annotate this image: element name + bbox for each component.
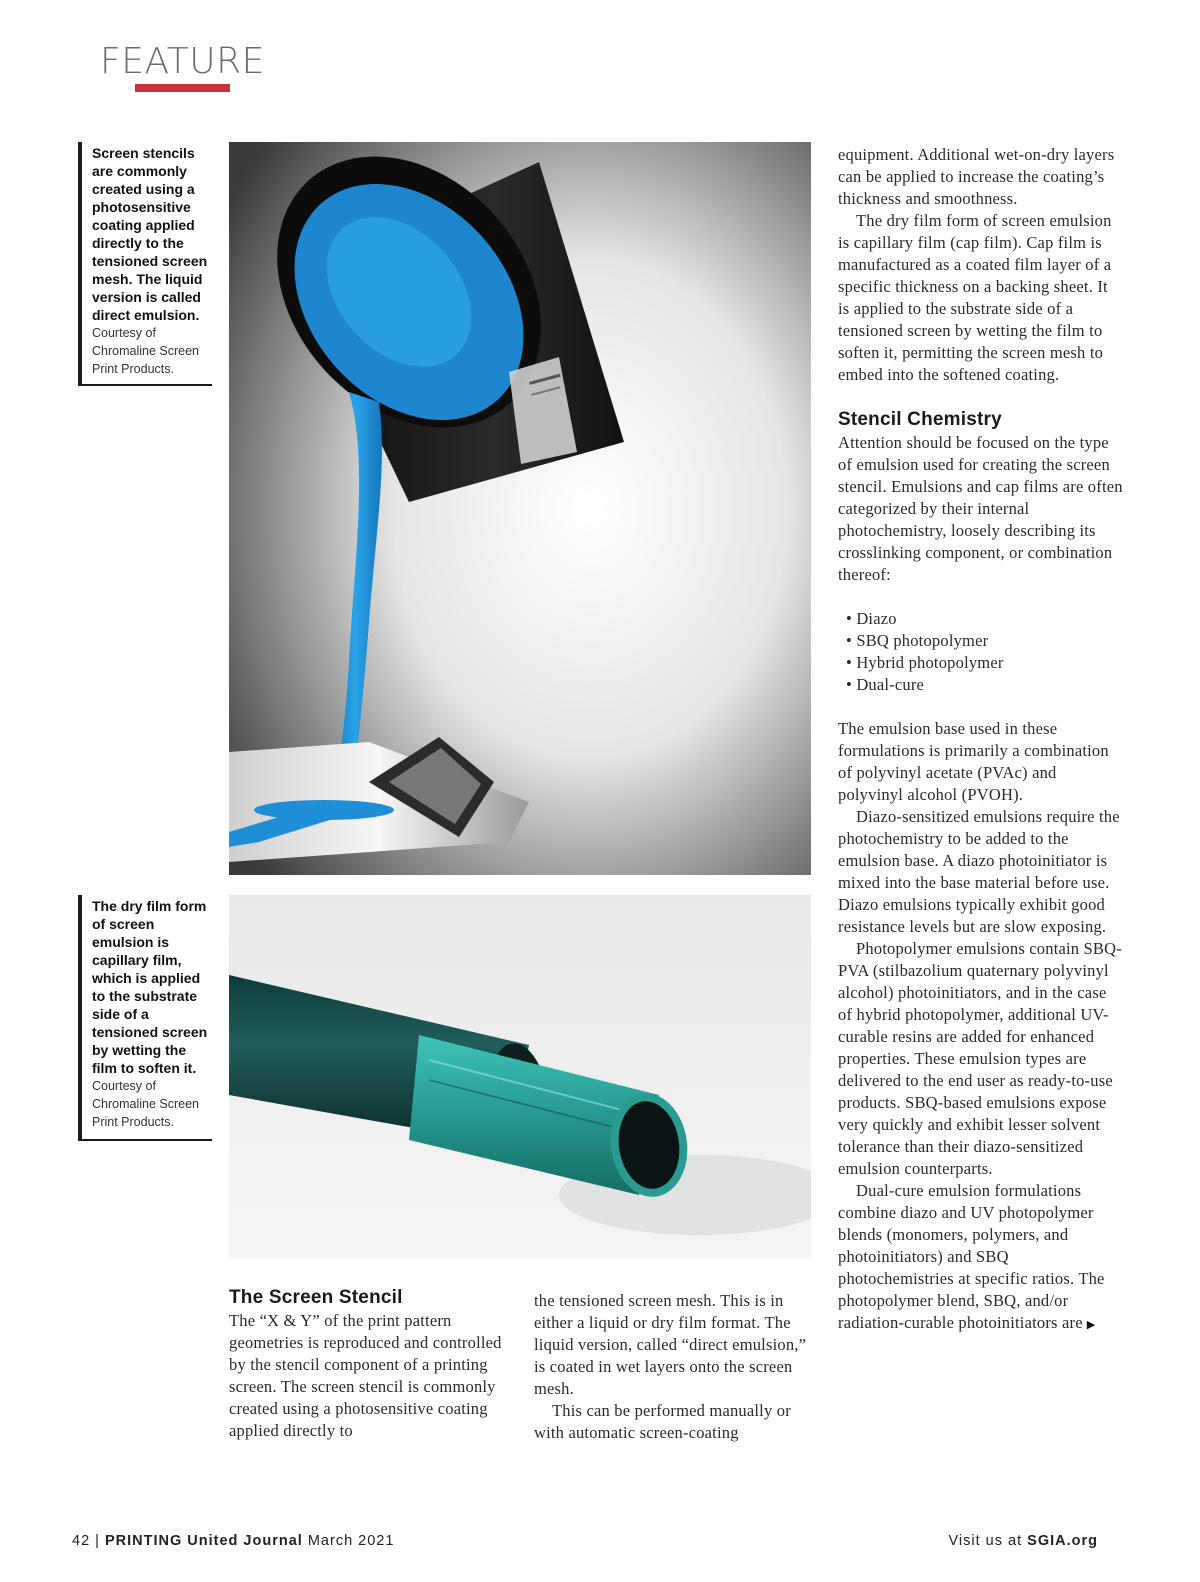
list-item: • SBQ photopolymer — [846, 630, 1123, 652]
capillary-film-roll-photo — [229, 895, 811, 1258]
paragraph — [838, 1180, 1123, 1336]
publication-name: PRINTING United Journal — [104, 1533, 303, 1549]
emulsion-pour-photo-icon — [229, 142, 811, 875]
paragraph: Photopolymer emulsions contain SBQ-PVA (stilbazolium quaternary polyvinyl alcohol) photoinitiators, and in the case of hybrid photopolymer, additional UV-curable resins are added for enhanced properties. These emulsion types are delivered to the end user as ready-to-use products. SBQ-based emulsions expose very quickly and exhibit lesser solvent tolerance than their diazo-sensitized emulsion counterparts. — [838, 939, 1122, 1178]
site-link[interactable]: SGIA.org — [1027, 1533, 1098, 1549]
paragraph-text: Dual-cure emulsion formulations combine diazo and UV photopolymer blends (monomers, polymers, and photoinitiators) and SBQ photochemistries at specific ratios. The photopolymer blend, SBQ, and/or radiation-curable photoinitiators are — [838, 1181, 1105, 1332]
heading-screen-stencil: The Screen Stencil — [229, 1287, 403, 1308]
article-column-right — [838, 144, 1123, 1336]
caption-1-credit: Courtesy of Chromaline Screen Print Products. — [92, 326, 199, 376]
list-item: • Hybrid photopolymer — [846, 652, 1123, 674]
caption-2-credit: Courtesy of Chromaline Screen Print Products. — [92, 1079, 199, 1129]
paragraph: Diazo-sensitized emulsions require the photochemistry to be added to the emulsion base. A diazo photoinitiator is mixed into the base material before use. Diazo emulsions typically exhibit good resistance levels but are slow exposing. — [838, 807, 1120, 936]
emulsion-pour-photo — [229, 142, 811, 875]
capillary-film-roll-photo-icon — [229, 895, 811, 1258]
paragraph: the tensioned screen mesh. This is in either a liquid or dry film format. The liquid version, called “direct emulsion,” is coated in wet layers onto the screen mesh. — [534, 1291, 807, 1398]
article-column-middle — [534, 1290, 816, 1444]
footer-separator: | — [95, 1533, 100, 1549]
paragraph: The “X & Y” of the print pattern geometries is reproduced and controlled by the stencil component of a printing screen. The screen stencil is commonly created using a photosensitive coating applied directly to — [229, 1311, 502, 1440]
heading-stencil-chemistry: Stencil Chemistry — [838, 409, 1002, 430]
caption-1-text: Screen stencils are commonly created using a photosensitive coating applied directly to the tensioned screen mesh. The liquid version is called direct emulsion. — [92, 145, 208, 323]
photo-caption-1 — [78, 142, 212, 386]
paragraph: The emulsion base used in these formulations is primarily a combination of polyvinyl acetate (PVAc) and polyvinyl alcohol (PVOH). — [838, 719, 1109, 804]
continue-arrow-icon: ▶ — [1086, 1319, 1096, 1331]
footer-left — [72, 1533, 394, 1549]
emulsion-type-list — [838, 608, 1123, 696]
list-item: • Diazo — [846, 608, 1123, 630]
caption-2-text: The dry film form of screen emulsion is capillary film, which is applied to the substrate side of a tensioned screen by wetting the film to soften it. — [92, 898, 208, 1076]
article-column-left — [229, 1286, 511, 1442]
section-accent-rule — [135, 84, 230, 92]
page-number: 42 — [72, 1533, 91, 1549]
photo-caption-2 — [78, 895, 212, 1141]
section-label: FEATURE — [100, 41, 265, 82]
paragraph: The dry film form of screen emulsion is capillary film (cap film). Cap film is manufactured as a coated film layer of a specific thickness on a backing sheet. It is applied to the substrate side of a tensioned screen by wetting the film to soften it, permitting the screen mesh to embed into the softened coating. — [838, 211, 1112, 384]
visit-text: Visit us at — [948, 1533, 1023, 1549]
paragraph: equipment. Additional wet-on-dry layers can be applied to increase the coating’s thickness and smoothness. — [838, 145, 1115, 208]
footer-right — [949, 1533, 1098, 1549]
paragraph: Attention should be focused on the type of emulsion used for creating the screen stencil. Emulsions and cap films are often categorized by their internal photochemistry, loosely describing its crosslinking component, or combination thereof: — [838, 433, 1123, 584]
paragraph: This can be performed manually or with automatic screen-coating — [534, 1401, 791, 1442]
issue-date: March 2021 — [307, 1533, 395, 1549]
list-item: • Dual-cure — [846, 674, 1123, 696]
